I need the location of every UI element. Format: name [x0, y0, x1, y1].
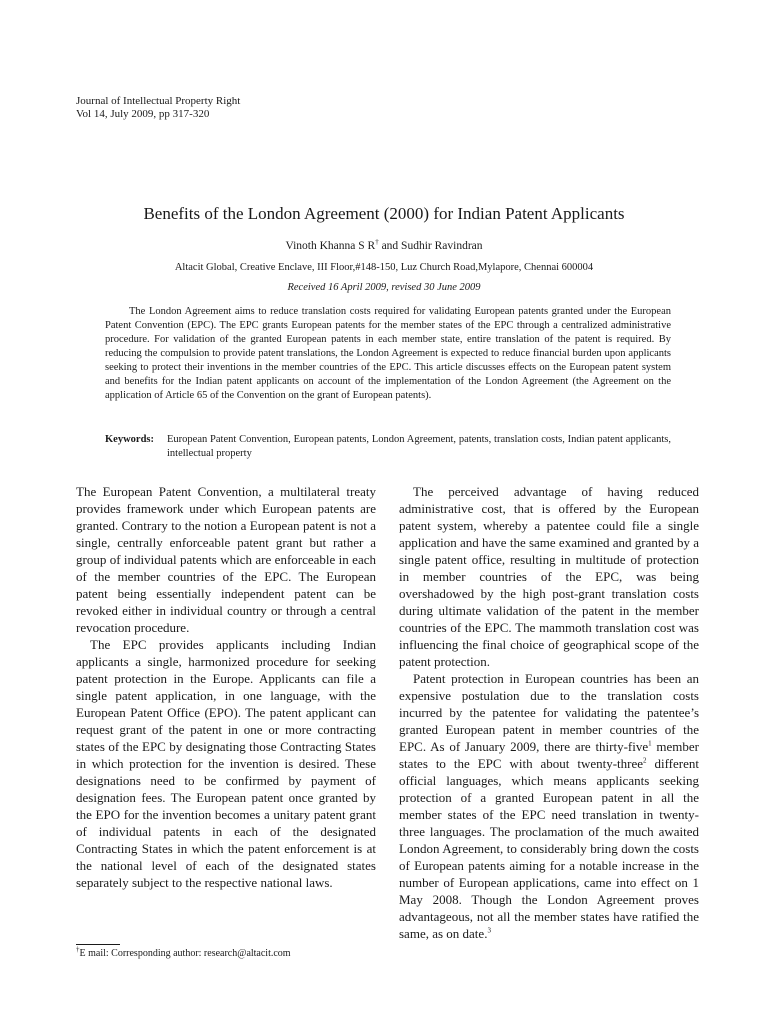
footnote-mark: † [76, 945, 80, 954]
right-paragraph-2 [399, 670, 699, 942]
footnote-text: E mail: Corresponding author: research@altacit.com [79, 948, 291, 959]
keywords [105, 433, 671, 461]
paper-title: Benefits of the London Agreement (2000) for Indian Patent Applicants [143, 204, 625, 223]
author-rest: and Sudhir Ravindran [378, 240, 483, 252]
right-p2-part-b: member states to the EPC with about twenty-three [399, 739, 700, 771]
received-dates: Received 16 April 2009, revised 30 June 2009 [287, 282, 481, 293]
keywords-label: Keywords: [105, 434, 154, 445]
left-paragraph-1: The European Patent Convention, a multilateral treaty provides framework under which European patents are granted. Contrary to the notion a European patent is not a single, centrally enforceable patent grant but rather a group of individual patents which are enforceable in each of the member countries of the EPC. The European patent being essentially independent patent can be revoked either in individual country or through a central revocation procedure. [76, 484, 376, 635]
journal-name: Journal of Intellectual Property Right [76, 95, 241, 107]
author-first: Vinoth Khanna S R [285, 240, 376, 252]
keywords-text: European Patent Convention, European patents, London Agreement, patents, translation costs, Indian patent applicants, intellectual property [167, 434, 671, 459]
right-paragraph-1: The perceived advantage of having reduced administrative cost, that is offered by the European patent system, whereby a patentee could file a single application and have the same examined and granted by a single patent office, resulting in multitude of protection in member countries of the EPC, was being overshadowed by the high post-grant translation costs during ultimate validation of the patent in the member countries of the EPC. The mammoth translation cost was influencing the final choice of geographical scope of the patent protection. [399, 484, 699, 669]
author-mark: † [375, 238, 379, 247]
footnote-divider [76, 944, 120, 945]
authors [0, 240, 768, 252]
left-paragraph-2: The EPC provides applicants including Indian applicants a single, harmonized procedure for seeking patent protection in the Europe. Applicants can file a single patent application, in one language, with the European Patent Office (EPO). The patent applicant can request grant of the patent in one or more contracting states of the EPC by designating those Contracting States in which protection for the invention is desired. These designations need to be confirmed by payment of designation fees. The European patent once granted by the EPO for the invention becomes a unitary patent grant of individual patents in each of the designated Contracting States in which the patent enforcement is at the national level of each of the designated states separately subject to the respective national laws. [76, 637, 376, 890]
footnote-ref-3: 3 [487, 926, 491, 935]
left-column [76, 483, 376, 891]
right-column [399, 483, 699, 942]
footnote [76, 945, 291, 959]
footnote-ref-1: 1 [648, 739, 652, 748]
footnote-ref-2: 2 [643, 756, 647, 765]
abstract: The London Agreement aims to reduce translation costs required for validating European patents granted under the European Patent Convention (EPC). The EPC grants European patents for the member states of the EPC through a centralized administrative procedure. For validation of the granted European patents in each member state, entire translation of the patent is required. By reducing the compulsion to provide patent translations, the London Agreement is expected to reduce financial burden upon applicants seeking to protect their inventions in the member countries of the EPC. This article discusses effects on the European patent system and benefits for the Indian patent applicants on account of the implementation of the London Agreement (the Agreement on the application of Article 65 of the Convention on the grant of European patents). [105, 306, 671, 401]
journal-volume: Vol 14, July 2009, pp 317-320 [76, 108, 210, 120]
journal-header [76, 95, 240, 121]
affiliation: Altacit Global, Creative Enclave, III Floor,#148-150, Luz Church Road,Mylapore, Chennai 600004 [174, 262, 594, 273]
right-p2-part-c: different official languages, which means applicants seeking protection of a granted European patent in all the member states of the EPC need translation in twenty-three languages. The proclamation of the much awaited London Agreement, to considerably bring down the costs of European patents aiming for a notable increase in the number of European applications, came into effect on 1 May 2008. Though the London Agreement proves advantageous, not all the member states have ratified the same, as on date. [399, 756, 699, 941]
right-p2-part-a: Patent protection in European countries has been an expensive postulation due to the translation costs incurred by the patentee for validating the patentee’s granted European patent in member countries of the EPC. As of January 2009, there are thirty-five [399, 671, 699, 754]
